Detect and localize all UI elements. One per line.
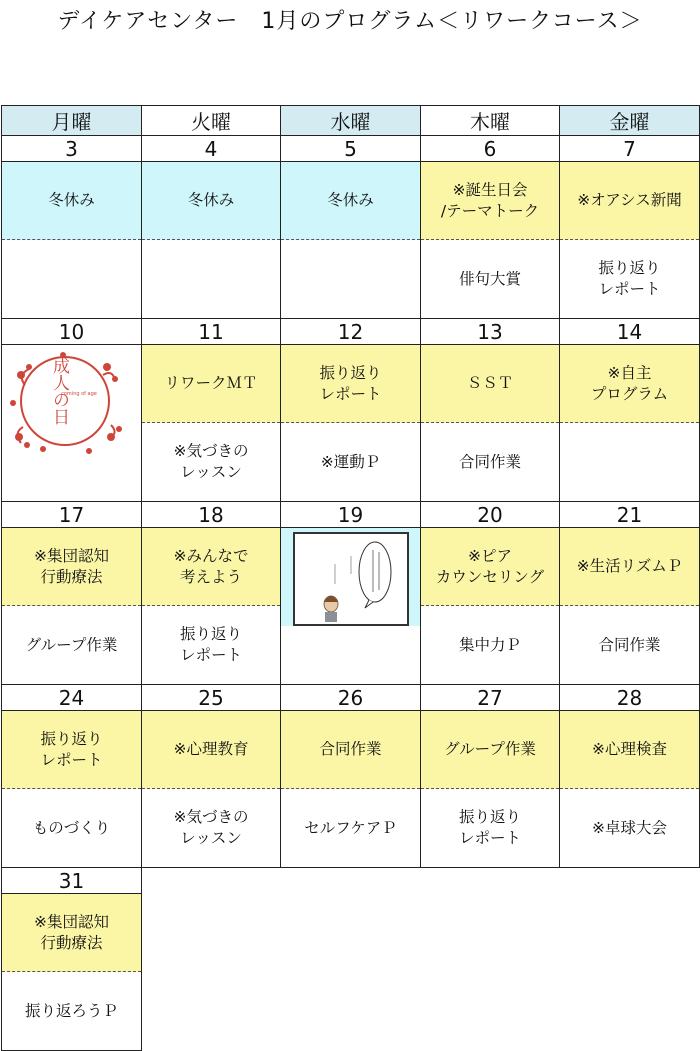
program-top: 合同作業 <box>281 711 420 789</box>
program-cell <box>142 162 280 318</box>
date-number-row <box>2 502 700 528</box>
program-top: 振り返り レポート <box>281 345 420 423</box>
day-cell <box>281 345 421 502</box>
program-top: ※みんなで 考えよう <box>142 528 280 606</box>
program-bottom: 振り返り レポート <box>560 240 699 318</box>
program-top: リワークＭＴ <box>142 345 280 423</box>
empty-cell <box>142 868 281 894</box>
program-cell <box>2 162 141 318</box>
program-top: 冬休み <box>281 162 420 240</box>
day-cell <box>421 345 560 502</box>
program-top: ※ピア カウンセリング <box>421 528 559 606</box>
program-top: ※オアシス新聞 <box>560 162 699 240</box>
program-cell <box>560 162 699 318</box>
seijin-no-hi-image <box>2 345 141 501</box>
date-number: 19 <box>281 502 421 528</box>
day-cell <box>2 528 142 685</box>
day-cell <box>142 711 281 868</box>
date-number: 28 <box>560 685 700 711</box>
weekday-header: 水曜 <box>281 106 421 136</box>
program-cell <box>281 162 420 318</box>
empty-cell <box>560 868 700 894</box>
program-cell <box>281 711 420 867</box>
date-number: 31 <box>2 868 142 894</box>
weekday-header: 月曜 <box>2 106 142 136</box>
program-row <box>2 345 700 502</box>
program-cell <box>421 711 559 867</box>
day-cell <box>281 162 421 319</box>
program-calendar <box>1 105 700 1051</box>
program-top: 冬休み <box>142 162 280 240</box>
comic-strip-bottom <box>281 626 420 684</box>
program-top: ※誕生日会 /テーマトーク <box>421 162 559 240</box>
program-cell <box>2 528 141 684</box>
date-number-row <box>2 319 700 345</box>
weekday-header: 木曜 <box>421 106 560 136</box>
date-number: 18 <box>142 502 281 528</box>
program-bottom: 振り返り レポート <box>142 606 280 684</box>
program-cell <box>281 345 420 501</box>
program-cell <box>142 528 280 684</box>
date-number: 21 <box>560 502 700 528</box>
day-cell <box>560 711 700 868</box>
program-row <box>2 162 700 319</box>
program-top: ※心理教育 <box>142 711 280 789</box>
comic-character-icon <box>295 534 407 624</box>
day-cell <box>281 528 421 685</box>
program-top: ※心理検査 <box>560 711 699 789</box>
program-bottom: 振り返ろうＰ <box>2 972 141 1050</box>
empty-cell <box>560 894 700 1051</box>
program-cell <box>2 711 141 867</box>
empty-cell <box>421 894 560 1051</box>
empty-cell <box>142 894 281 1051</box>
program-bottom <box>2 240 141 318</box>
date-number: 27 <box>421 685 560 711</box>
program-top: 冬休み <box>2 162 141 240</box>
day-cell <box>560 528 700 685</box>
day-cell <box>560 162 700 319</box>
date-number: 14 <box>560 319 700 345</box>
program-cell <box>560 528 699 684</box>
day-cell <box>142 162 281 319</box>
program-top: グループ作業 <box>421 711 559 789</box>
date-number: 24 <box>2 685 142 711</box>
program-bottom: ※運動Ｐ <box>281 423 420 501</box>
date-number: 25 <box>142 685 281 711</box>
program-top: 振り返り レポート <box>2 711 141 789</box>
day-cell <box>142 528 281 685</box>
date-number: 13 <box>421 319 560 345</box>
date-number: 11 <box>142 319 281 345</box>
program-bottom <box>560 423 699 501</box>
program-bottom: 合同作業 <box>421 423 559 501</box>
program-cell <box>560 711 699 867</box>
program-cell <box>421 345 559 501</box>
seijin-no-hi-text: 成人の日 <box>48 357 69 425</box>
date-number: 17 <box>2 502 142 528</box>
date-number-row <box>2 685 700 711</box>
empty-cell <box>421 868 560 894</box>
program-cell <box>142 345 280 501</box>
program-top: ※生活リズムＰ <box>560 528 699 606</box>
date-number: 6 <box>421 136 560 162</box>
program-row <box>2 711 700 868</box>
program-cell <box>421 162 559 318</box>
day-cell <box>281 711 421 868</box>
program-bottom <box>281 240 420 318</box>
date-number: 5 <box>281 136 421 162</box>
date-number: 20 <box>421 502 560 528</box>
date-number-row <box>2 868 700 894</box>
program-top: ※自主 プログラム <box>560 345 699 423</box>
day-cell <box>421 162 560 319</box>
date-number: 7 <box>560 136 700 162</box>
day-cell <box>142 345 281 502</box>
program-bottom: 振り返り レポート <box>421 789 559 867</box>
seijin-no-hi-icon <box>3 345 141 501</box>
program-bottom: ※気づきの レッスン <box>142 423 280 501</box>
date-number: 12 <box>281 319 421 345</box>
empty-cell <box>281 868 421 894</box>
weekday-header: 金曜 <box>560 106 700 136</box>
program-bottom <box>142 240 280 318</box>
program-cell <box>560 345 699 501</box>
program-bottom: ※気づきの レッスン <box>142 789 280 867</box>
program-top: ※集団認知 行動療法 <box>2 894 141 972</box>
day-cell <box>2 345 142 502</box>
program-bottom: グループ作業 <box>2 606 141 684</box>
weekday-header: 火曜 <box>142 106 281 136</box>
program-row <box>2 894 700 1051</box>
program-cell <box>421 528 559 684</box>
program-top: ＳＳＴ <box>421 345 559 423</box>
seijin-no-hi-subtext: coming of age <box>60 391 97 397</box>
comic-illustration <box>281 528 420 626</box>
program-bottom: 集中力Ｐ <box>421 606 559 684</box>
program-top: ※集団認知 行動療法 <box>2 528 141 606</box>
weekday-header-row <box>2 106 700 136</box>
program-bottom: ※卓球大会 <box>560 789 699 867</box>
day-cell <box>2 711 142 868</box>
comic-cell <box>281 528 420 684</box>
date-number: 3 <box>2 136 142 162</box>
empty-cell <box>281 894 421 1051</box>
program-bottom: セルフケアＰ <box>281 789 420 867</box>
day-cell <box>2 894 142 1051</box>
program-bottom: 俳句大賞 <box>421 240 559 318</box>
day-cell <box>560 345 700 502</box>
day-cell <box>421 528 560 685</box>
page-title: デイケアセンター 1月のプログラム＜リワークコース＞ <box>57 9 643 34</box>
comic-panel <box>293 532 409 626</box>
date-number: 4 <box>142 136 281 162</box>
program-bottom: 合同作業 <box>560 606 699 684</box>
program-cell <box>142 711 280 867</box>
program-bottom: ものづくり <box>2 789 141 867</box>
date-number: 10 <box>2 319 142 345</box>
program-cell <box>2 894 141 1050</box>
date-number-row <box>2 136 700 162</box>
day-cell <box>421 711 560 868</box>
program-row <box>2 528 700 685</box>
date-number: 26 <box>281 685 421 711</box>
day-cell <box>2 162 142 319</box>
